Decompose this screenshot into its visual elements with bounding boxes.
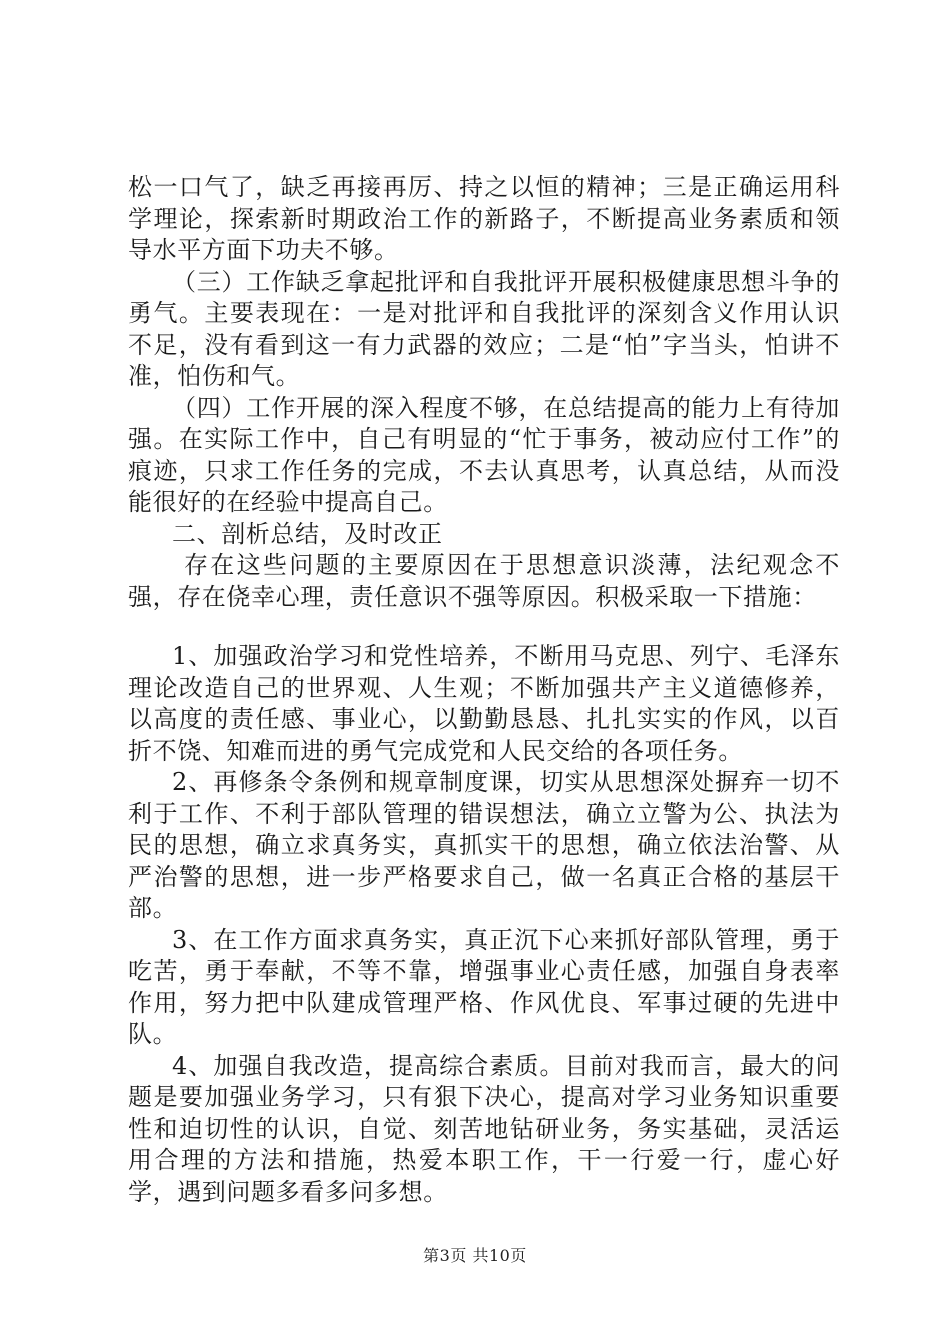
paragraph-measure-1: 1、加强政治学习和党性培养，不断用马克思、列宁、毛泽东理论改造自己的世界观、人生观；不断加强共产主义道德修养，以高度的责任感、事业心，以勤勤恳恳、扎扎实实的作风，以百折不饶、知难而进的勇气完成党和人民交给的各项任务。 xyxy=(128,642,840,765)
paragraph-measure-4: 4、加强自我改造，提高综合素质。目前对我而言，最大的问题是要加强业务学习，只有狠下决心，提高对学习业务知识重要性和迫切性的认识，自觉、刻苦地钻研业务，务实基础，灵活运用合理的方法和措施，热爱本职工作，干一行爱一行，虚心好学，遇到问题多看多问多想。 xyxy=(128,1051,840,1206)
paragraph-section-3: （三）工作缺乏拿起批评和自我批评开展积极健康思想斗争的勇气。主要表现在：一是对批评和自我批评的深刻含义作用认识不足，没有看到这一有力武器的效应；二是“怕”字当头，怕讲不准，怕伤和气。 xyxy=(128,267,840,390)
section-heading-2: 二、剖析总结，及时改正 xyxy=(172,519,443,548)
page-footer xyxy=(0,1243,950,1266)
paragraph-section-4: （四）工作开展的深入程度不够，在总结提高的能力上有待加强。在实际工作中，自己有明显的“忙于事务，被动应付工作”的痕迹，只求工作任务的完成，不去认真思考，认真总结，从而没能很好的在经验中提高自己。 xyxy=(128,393,840,516)
document-body xyxy=(128,172,840,1208)
paragraph-measure-2: 2、再修条令条例和规章制度课，切实从思想深处摒弃一切不利于工作、不利于部队管理的错误想法，确立立警为公、执法为民的思想，确立求真务实，真抓实干的思想，确立依法治警、从严治警的思想，进一步严格要求自己，做一名真正合格的基层干部。 xyxy=(128,768,840,922)
paragraph-cause: 存在这些问题的主要原因在于思想意识淡薄，法纪观念不强，存在侥幸心理，责任意识不强等原因。积极采取一下措施： xyxy=(128,551,840,611)
paragraph-continuation: 松一口气了，缺乏再接再厉、持之以恒的精神；三是正确运用科学理论，探索新时期政治工作的新路子，不断提高业务素质和领导水平方面下功夫不够。 xyxy=(128,173,840,264)
paragraph-measure-3: 3、在工作方面求真务实，真正沉下心来抓好部队管理，勇于吃苦，勇于奉献，不等不靠，增强事业心责任感，加强自身表率作用，努力把中队建成管理严格、作风优良、军事过硬的先进中队。 xyxy=(128,925,840,1048)
page-number-label: 第3页 共10页 xyxy=(423,1246,527,1265)
